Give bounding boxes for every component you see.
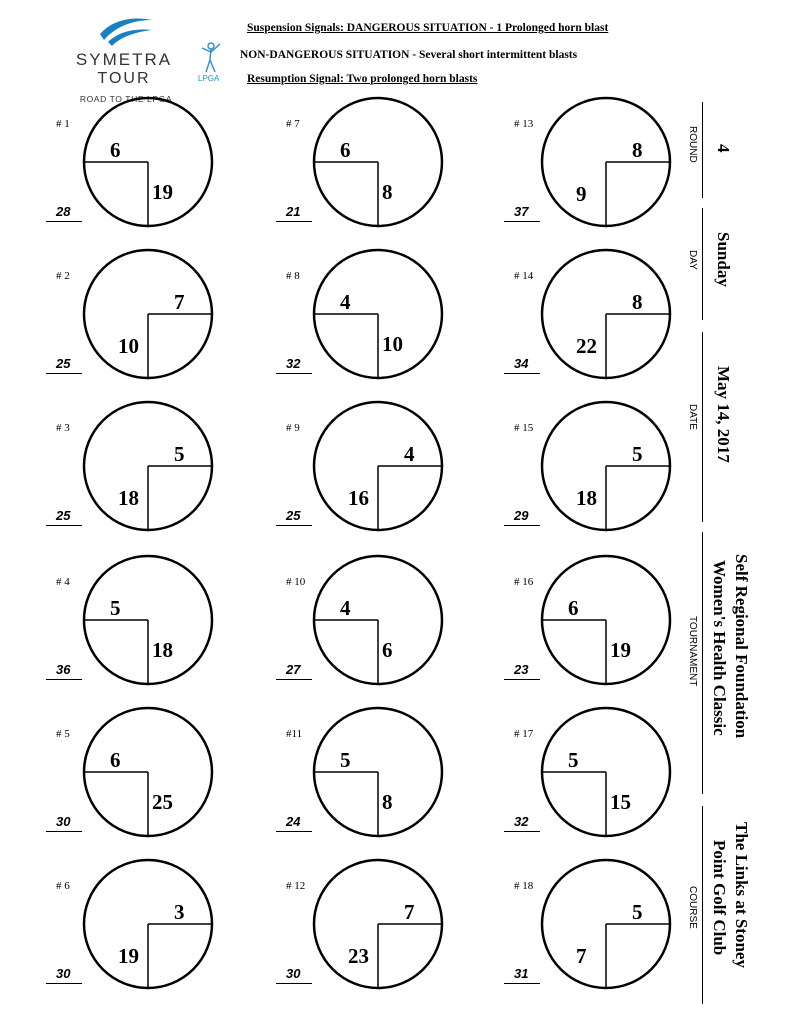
tournament-label: TOURNAMENT [687,616,698,687]
hole-total: 25 [56,356,71,371]
hole-depth: 6 [110,138,121,162]
hole-depth: 8 [632,290,643,314]
symetra-tour-logo [70,14,180,104]
hole-total-line [276,679,312,680]
hole-number: # 3 [56,422,70,434]
hole-total: 36 [56,662,71,677]
hole-diagram [276,880,476,1030]
hole-total: 30 [56,966,71,981]
hole-total-line [276,983,312,984]
hole-number: # 12 [286,880,306,892]
hole-side: 18 [576,486,597,510]
hole-11 [276,728,476,868]
round-label: ROUND [687,126,698,163]
hole-14 [504,270,704,410]
hole-depth: 6 [340,138,351,162]
hole-number: # 6 [56,880,70,892]
hole-side: 18 [152,638,173,662]
hole-diagram [504,422,704,572]
hole-diagram [276,576,476,726]
hole-number: # 1 [56,118,70,130]
hole-diagram [46,728,246,878]
hole-depth: 7 [404,900,415,924]
swoosh-icon [98,14,154,48]
hole-number: # 8 [286,270,300,282]
hole-number: # 18 [514,880,534,892]
hole-16 [504,576,704,716]
hole-total: 37 [514,204,529,219]
hole-depth: 6 [110,748,121,772]
hole-number: #11 [286,728,303,740]
day-value: Sunday [714,232,733,287]
hole-number: # 15 [514,422,534,434]
tournament-line1: Self Regional Foundation [732,554,751,739]
hole-number: # 4 [56,576,70,588]
hole-number: # 17 [514,728,534,740]
hole-total-line [504,831,540,832]
hole-4 [46,576,246,716]
hole-diagram [276,118,476,268]
hole-depth: 5 [110,596,121,620]
hole-total-line [46,221,82,222]
hole-7 [276,118,476,258]
hole-total-line [276,525,312,526]
hole-diagram [46,576,246,726]
hole-total-line [276,221,312,222]
hole-diagram [276,728,476,878]
hole-total: 27 [286,662,301,677]
hole-13 [504,118,704,258]
date-divider [702,332,703,522]
hole-side: 15 [610,790,631,814]
hole-15 [504,422,704,562]
round-value: 4 [714,144,733,153]
hole-total-line [504,525,540,526]
hole-number: # 13 [514,118,534,130]
hole-side: 19 [118,944,139,968]
hole-diagram [276,422,476,572]
hole-diagram [504,118,704,268]
hole-total-line [46,525,82,526]
hole-1 [46,118,246,258]
golfer-icon [196,40,226,74]
hole-2 [46,270,246,410]
hole-12 [276,880,476,1020]
hole-total: 25 [56,508,71,523]
suspension-signal: Suspension Signals: DANGEROUS SITUATION - 1 Prolonged horn blast [247,22,609,34]
lpga-text: LPGA [198,74,220,83]
hole-depth: 4 [340,290,351,314]
hole-depth: 3 [174,900,185,924]
day-divider [702,208,703,320]
hole-total-line [46,831,82,832]
logo-tour: TOUR [97,70,151,87]
hole-side: 10 [118,334,139,358]
hole-total: 32 [514,814,529,829]
hole-side: 8 [382,180,393,204]
hole-depth: 7 [174,290,185,314]
hole-number: # 14 [514,270,534,282]
date-label: DATE [687,404,698,430]
hole-depth: 5 [340,748,351,772]
hole-side: 7 [576,944,587,968]
hole-total-line [504,983,540,984]
course-line2: Point Golf Club [710,840,729,956]
date-value: May 14, 2017 [714,366,733,463]
hole-8 [276,270,476,410]
hole-diagram [46,270,246,420]
hole-total-line [276,373,312,374]
hole-total-line [504,221,540,222]
hole-side: 6 [382,638,393,662]
hole-diagram [46,422,246,572]
hole-depth: 4 [340,596,351,620]
day-label: DAY [687,250,698,270]
hole-side: 18 [118,486,139,510]
hole-depth: 5 [632,442,643,466]
hole-diagram [504,270,704,420]
hole-total: 32 [286,356,301,371]
hole-10 [276,576,476,716]
hole-side: 23 [348,944,369,968]
hole-depth: 8 [632,138,643,162]
hole-17 [504,728,704,868]
hole-depth: 5 [568,748,579,772]
resumption-signal: Resumption Signal: Two prolonged horn blasts [247,73,478,85]
hole-side: 19 [610,638,631,662]
hole-5 [46,728,246,868]
hole-total-line [46,983,82,984]
hole-diagram [504,880,704,1030]
lpga-logo [192,40,228,86]
hole-number: # 16 [514,576,534,588]
tournament-divider [702,532,703,794]
hole-side: 16 [348,486,369,510]
course-label: COURSE [687,886,698,929]
hole-side: 9 [576,182,587,206]
logo-tagline: ROAD TO THE LPGA [79,94,173,104]
hole-depth: 6 [568,596,579,620]
hole-side: 10 [382,332,403,356]
hole-6 [46,880,246,1020]
hole-diagram [504,728,704,878]
hole-total-line [46,373,82,374]
hole-side: 8 [382,790,393,814]
hole-total: 30 [286,966,301,981]
hole-depth: 5 [174,442,185,466]
hole-number: # 9 [286,422,300,434]
hole-side: 22 [576,334,597,358]
hole-3 [46,422,246,562]
hole-number: # 7 [286,118,300,130]
hole-total-line [504,679,540,680]
hole-total: 31 [514,966,529,981]
hole-depth: 5 [632,900,643,924]
hole-total: 21 [286,204,301,219]
tournament-line2: Women's Health Classic [710,560,729,736]
course-line1: The Links at Stoney [732,822,751,968]
hole-diagram [46,880,246,1030]
hole-diagram [276,270,476,420]
round-divider [702,102,703,198]
hole-depth: 4 [404,442,415,466]
hole-18 [504,880,704,1020]
hole-side: 25 [152,790,173,814]
hole-total: 30 [56,814,71,829]
hole-total: 23 [514,662,529,677]
hole-number: # 5 [56,728,70,740]
course-divider [702,806,703,1004]
logo-brand: SYMETRA [75,50,173,69]
hole-total: 28 [56,204,71,219]
hole-number: # 10 [286,576,306,588]
hole-total: 25 [286,508,301,523]
hole-diagram [504,576,704,726]
hole-total: 24 [286,814,301,829]
nondangerous-signal: NON-DANGEROUS SITUATION - Several short intermittent blasts [240,49,578,61]
hole-total: 29 [514,508,529,523]
hole-total: 34 [514,356,529,371]
hole-number: # 2 [56,270,70,282]
hole-side: 19 [152,180,173,204]
hole-total-line [276,831,312,832]
hole-diagram [46,118,246,268]
hole-9 [276,422,476,562]
hole-total-line [504,373,540,374]
hole-total-line [46,679,82,680]
